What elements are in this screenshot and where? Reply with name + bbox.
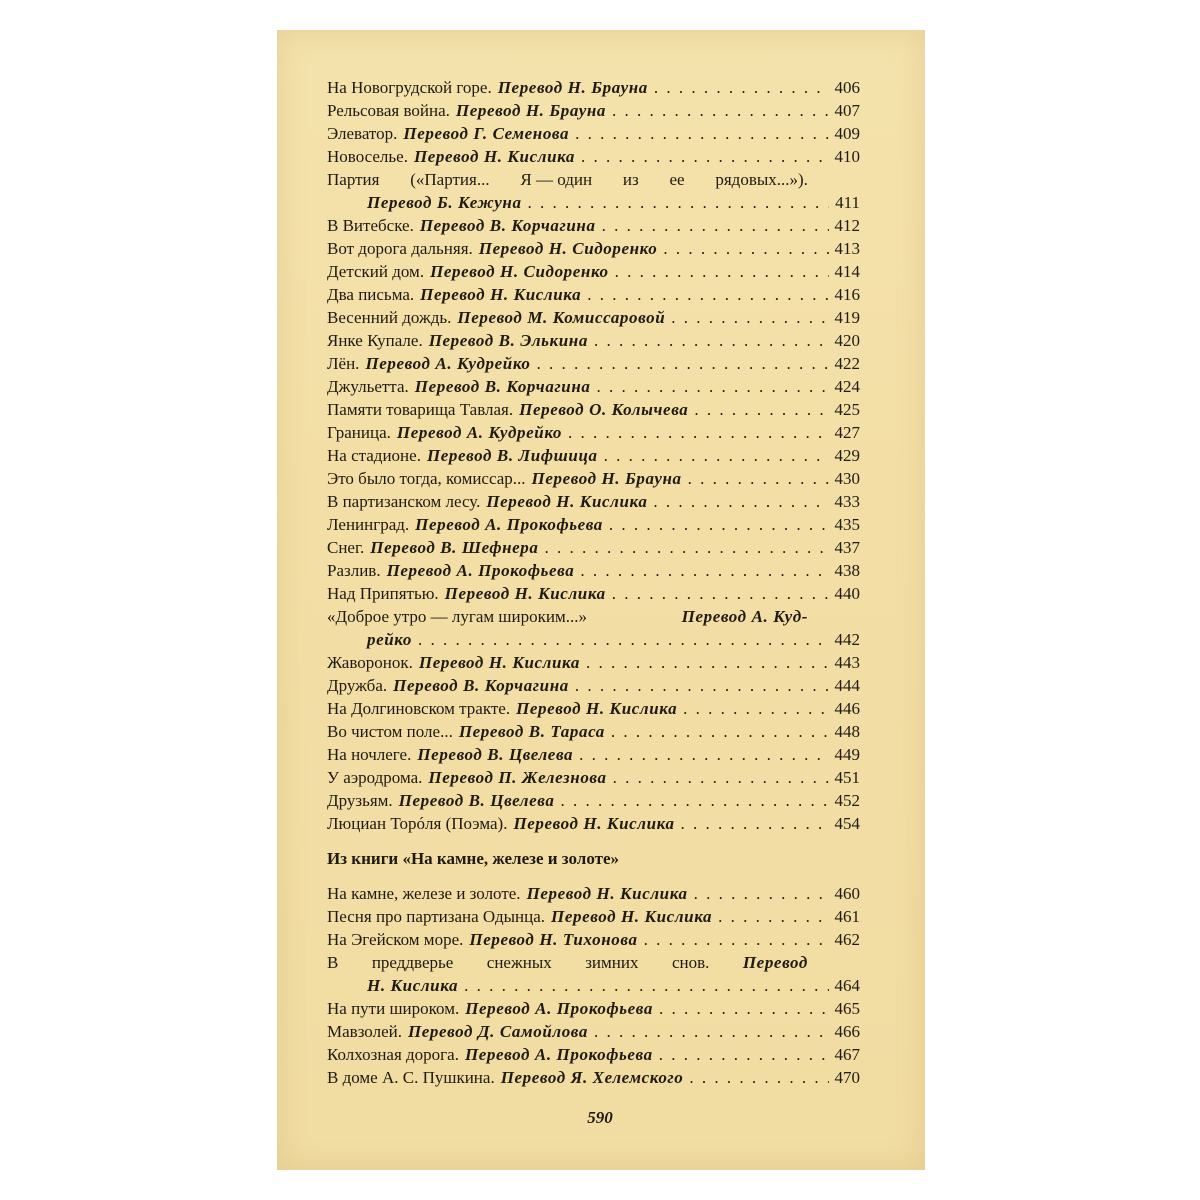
toc-entry	[327, 329, 860, 352]
toc-entry	[327, 99, 860, 122]
toc-entry-multiline	[327, 951, 860, 997]
translator: Перевод Н. Кислика	[413, 147, 576, 166]
translator: Перевод Н. Сидоренко	[430, 262, 609, 281]
entry-title: Друзьям.	[327, 791, 393, 810]
dot-leader	[689, 1066, 828, 1089]
translator: Перевод В. Цвелева	[417, 745, 574, 764]
entry-title: Элеватор.	[327, 124, 398, 143]
dot-leader	[418, 628, 829, 651]
translator: Перевод Д. Самойлова	[407, 1022, 588, 1041]
page-ref: 430	[834, 469, 860, 488]
dot-leader	[681, 812, 829, 835]
translator: Перевод Я. Хелемского	[500, 1068, 684, 1087]
entry-title: Граница.	[327, 423, 391, 442]
page-ref: 460	[834, 884, 860, 903]
toc-entry	[327, 398, 860, 421]
entry-title: Во чистом поле...	[327, 722, 453, 741]
entry-title: Два письма.	[327, 285, 415, 304]
entry-title: Жаворонок.	[327, 653, 413, 672]
toc-entry	[327, 905, 860, 928]
page-ref: 438	[834, 561, 860, 580]
translator: Перевод Н. Кислика	[526, 884, 688, 903]
translator: Перевод М. Комиссаровой	[457, 308, 666, 327]
translator: Перевод Н. Кислика	[420, 285, 582, 304]
translator: Перевод В. Корчагина	[419, 216, 596, 235]
translator: Перевод А. Прокофьева	[415, 515, 603, 534]
translator: Перевод А. Кудрейко	[396, 423, 562, 442]
dot-leader	[594, 1020, 829, 1043]
entry-title: Люциан Topóля (Поэма).	[327, 814, 508, 833]
entry-title: Джульетта.	[327, 377, 409, 396]
dot-leader	[694, 882, 829, 905]
entry-title: Новоселье.	[327, 147, 408, 166]
toc-entry-multiline	[327, 168, 860, 214]
entry-title: Ленинград.	[327, 515, 410, 534]
dot-leader	[671, 306, 828, 329]
page-ref: 440	[834, 584, 860, 603]
dot-leader	[653, 490, 828, 513]
entry-title: Над Припятью.	[327, 584, 439, 603]
translator: Перевод В. Лифшица	[426, 446, 598, 465]
dot-leader	[579, 743, 828, 766]
entry-title: Рельсовая война.	[327, 101, 450, 120]
entry-title-word: из	[622, 170, 639, 189]
entry-title-word: снежных	[486, 953, 552, 972]
toc-entry-line	[327, 974, 860, 997]
dot-leader	[611, 720, 829, 743]
entry-title: Разлив.	[327, 561, 381, 580]
entry-title: Детский дом.	[327, 262, 425, 281]
toc-entry	[327, 1066, 860, 1089]
entry-title: Снег.	[327, 538, 365, 557]
translator: Перевод Н. Кислика	[486, 492, 648, 511]
entry-title: Памяти товарища Тавлая.	[327, 400, 514, 419]
entry-title: На пути широком.	[327, 999, 460, 1018]
entry-title: Колхозная дорога.	[327, 1045, 459, 1064]
page-ref: 437	[834, 538, 860, 557]
page-ref: 449	[834, 745, 860, 764]
translator: Перевод А. Кудрейко	[365, 354, 531, 373]
dot-leader	[545, 536, 829, 559]
translator: Перевод Г. Семенова	[403, 124, 570, 143]
translator: Перевод В. Корчагина	[414, 377, 591, 396]
translator: Перевод О. Колычева	[519, 400, 689, 419]
entry-title: На Новогрудской горе.	[327, 78, 492, 97]
toc-entry	[327, 260, 860, 283]
page-ref: 470	[834, 1068, 860, 1087]
page-ref: 435	[834, 515, 860, 534]
page-ref: 413	[834, 239, 860, 258]
dot-leader	[575, 674, 829, 697]
translator: Перевод Н. Брауна	[531, 469, 682, 488]
translator: Перевод Н. Кислика	[516, 699, 678, 718]
translator: Перевод В. Цвелева	[398, 791, 555, 810]
dot-leader	[528, 191, 830, 214]
toc-entry	[327, 237, 860, 260]
toc-entry	[327, 743, 860, 766]
toc-entry	[327, 283, 860, 306]
dot-leader	[612, 99, 828, 122]
dot-leader	[568, 421, 829, 444]
entry-title: Янке Купале.	[327, 331, 423, 350]
toc-group	[327, 214, 860, 605]
dot-leader	[654, 76, 829, 99]
toc-group	[327, 651, 860, 835]
dot-leader	[586, 651, 829, 674]
toc-entry	[327, 1043, 860, 1066]
dot-leader	[464, 974, 828, 997]
toc-entry	[327, 928, 860, 951]
toc-entry	[327, 812, 860, 835]
toc-entry	[327, 513, 860, 536]
toc-entry	[327, 467, 860, 490]
entry-title: Это было тогда, комиссар...	[327, 469, 526, 488]
translator: Перевод Н. Тихонова	[469, 930, 638, 949]
translator: Перевод Н. Брауна	[455, 101, 607, 120]
toc-entry	[327, 375, 860, 398]
table-of-contents	[327, 76, 860, 1089]
translator: Перевод А. Прокофьева	[464, 1045, 653, 1064]
entry-title: На камне, железе и золоте.	[327, 884, 521, 903]
toc-entry-line	[327, 605, 860, 628]
translator: Перевод А. Прокофьева	[386, 561, 575, 580]
dot-leader	[718, 905, 828, 928]
dot-leader	[604, 444, 829, 467]
dot-leader	[663, 237, 828, 260]
entry-title: В партизанском лесу.	[327, 492, 481, 511]
translator: Перевод Н. Кислика	[418, 653, 580, 672]
page-ref: 442	[834, 630, 860, 649]
page-ref: 446	[834, 699, 860, 718]
page-number: 590	[587, 1108, 613, 1127]
dot-leader	[602, 214, 829, 237]
translator: Перевод Н. Кислика	[513, 814, 675, 833]
toc-entry	[327, 697, 860, 720]
toc-entry	[327, 997, 860, 1020]
page-ref: 424	[834, 377, 860, 396]
page-ref: 406	[834, 78, 860, 97]
page-ref: 451	[834, 768, 860, 787]
translator: Перевод А. Прокофьева	[465, 999, 653, 1018]
page-ref: 425	[834, 400, 860, 419]
entry-title: «Доброе утро — лугам широким...»	[327, 607, 587, 626]
entry-title: Весенний дождь.	[327, 308, 452, 327]
entry-title: В Витебске.	[327, 216, 414, 235]
dot-leader	[683, 697, 828, 720]
entry-title-word: Я — один	[520, 170, 593, 189]
page-ref: 410	[834, 147, 860, 166]
translator: Перевод Н. Сидоренко	[478, 239, 658, 258]
dot-leader	[612, 582, 829, 605]
translator: Перевод	[742, 953, 808, 972]
toc-entry	[327, 559, 860, 582]
toc-entry-line	[327, 951, 860, 974]
toc-group	[327, 76, 860, 168]
page-ref: 433	[834, 492, 860, 511]
page-ref: 419	[834, 308, 860, 327]
entry-title: На стадионе.	[327, 446, 421, 465]
toc-entry	[327, 720, 860, 743]
dot-leader	[659, 997, 829, 1020]
entry-title-word: ее	[669, 170, 685, 189]
page-ref: 448	[834, 722, 860, 741]
entry-title: Песня про партизана Одынца.	[327, 907, 546, 926]
page-ref: 409	[834, 124, 860, 143]
entry-title-word: преддверье	[371, 953, 454, 972]
page-ref: 467	[834, 1045, 860, 1064]
toc-entry	[327, 882, 860, 905]
translator: Перевод Н. Брауна	[497, 78, 648, 97]
entry-title: Лён.	[327, 354, 360, 373]
toc-entry	[327, 1020, 860, 1043]
entry-title-word: В	[327, 953, 339, 972]
translator: Н. Кислика	[367, 976, 459, 995]
page-ref: 407	[834, 101, 860, 120]
dot-leader	[537, 352, 829, 375]
page-ref: 411	[835, 193, 860, 212]
toc-entry-multiline	[327, 605, 860, 651]
translator: Перевод Н. Кислика	[444, 584, 606, 603]
page-ref: 416	[834, 285, 860, 304]
page-ref: 444	[834, 676, 860, 695]
dot-leader	[581, 145, 828, 168]
dot-leader	[688, 467, 829, 490]
translator: Перевод В. Элькина	[428, 331, 588, 350]
dot-leader	[594, 329, 829, 352]
entry-title-word: снов.	[671, 953, 710, 972]
page-ref: 412	[834, 216, 860, 235]
dot-leader	[575, 122, 828, 145]
toc-entry	[327, 490, 860, 513]
toc-entry-line	[327, 168, 860, 191]
translator: Перевод В. Шефнера	[370, 538, 539, 557]
toc-group	[327, 882, 860, 951]
toc-entry	[327, 766, 860, 789]
dot-leader	[560, 789, 828, 812]
entry-title-word: рядовых...»).	[715, 170, 808, 189]
page-ref: 452	[834, 791, 860, 810]
entry-title: Вот дорога дальняя.	[327, 239, 473, 258]
translator: Перевод П. Железнова	[428, 768, 607, 787]
toc-entry	[327, 582, 860, 605]
page-ref: 464	[834, 976, 860, 995]
entry-title: У аэродрома.	[327, 768, 423, 787]
toc-entry	[327, 651, 860, 674]
section-heading: Из книги «На камне, железе и золоте»	[327, 849, 620, 868]
translator: рейко	[367, 630, 412, 649]
entry-title: На Эгейском море.	[327, 930, 464, 949]
toc-entry	[327, 352, 860, 375]
entry-title: Дружба.	[327, 676, 388, 695]
entry-title-word: («Партия...	[410, 170, 490, 189]
dot-leader	[613, 766, 829, 789]
toc-entry	[327, 214, 860, 237]
entry-title: Мавзолей.	[327, 1022, 402, 1041]
dot-leader	[615, 260, 829, 283]
toc-entry-line	[327, 628, 860, 651]
page-ref: 427	[834, 423, 860, 442]
page-ref: 466	[834, 1022, 860, 1041]
dot-leader	[644, 928, 829, 951]
dot-leader	[694, 398, 828, 421]
page-ref: 465	[834, 999, 860, 1018]
toc-entry	[327, 145, 860, 168]
entry-title: В доме А. С. Пушкина.	[327, 1068, 495, 1087]
dot-leader	[596, 375, 828, 398]
page-ref: 461	[834, 907, 860, 926]
toc-entry	[327, 421, 860, 444]
translator: Перевод Н. Кислика	[551, 907, 713, 926]
toc-entry	[327, 536, 860, 559]
entry-title: На ночлеге.	[327, 745, 412, 764]
entry-title-word: зимних	[585, 953, 639, 972]
toc-entry	[327, 306, 860, 329]
translator: Перевод В. Корчагина	[393, 676, 569, 695]
dot-leader	[609, 513, 829, 536]
entry-title-word: Партия	[327, 170, 380, 189]
page-ref: 429	[834, 446, 860, 465]
translator: Перевод А. Куд-	[681, 607, 808, 626]
page-ref: 420	[834, 331, 860, 350]
page-ref: 443	[834, 653, 860, 672]
entry-title: На Долгиновском тракте.	[327, 699, 511, 718]
page-ref: 414	[834, 262, 860, 281]
toc-entry-line	[327, 191, 860, 214]
translator: Перевод Б. Кежуна	[367, 193, 522, 212]
dot-leader	[659, 1043, 829, 1066]
toc-entry	[327, 674, 860, 697]
dot-leader	[587, 283, 828, 306]
toc-entry	[327, 76, 860, 99]
page-ref: 422	[834, 354, 860, 373]
toc-entry	[327, 444, 860, 467]
dot-leader	[580, 559, 828, 582]
toc-entry	[327, 122, 860, 145]
toc-entry	[327, 789, 860, 812]
page-ref: 462	[834, 930, 860, 949]
toc-group	[327, 997, 860, 1089]
translator: Перевод В. Тараса	[458, 722, 605, 741]
page-ref: 454	[834, 814, 860, 833]
